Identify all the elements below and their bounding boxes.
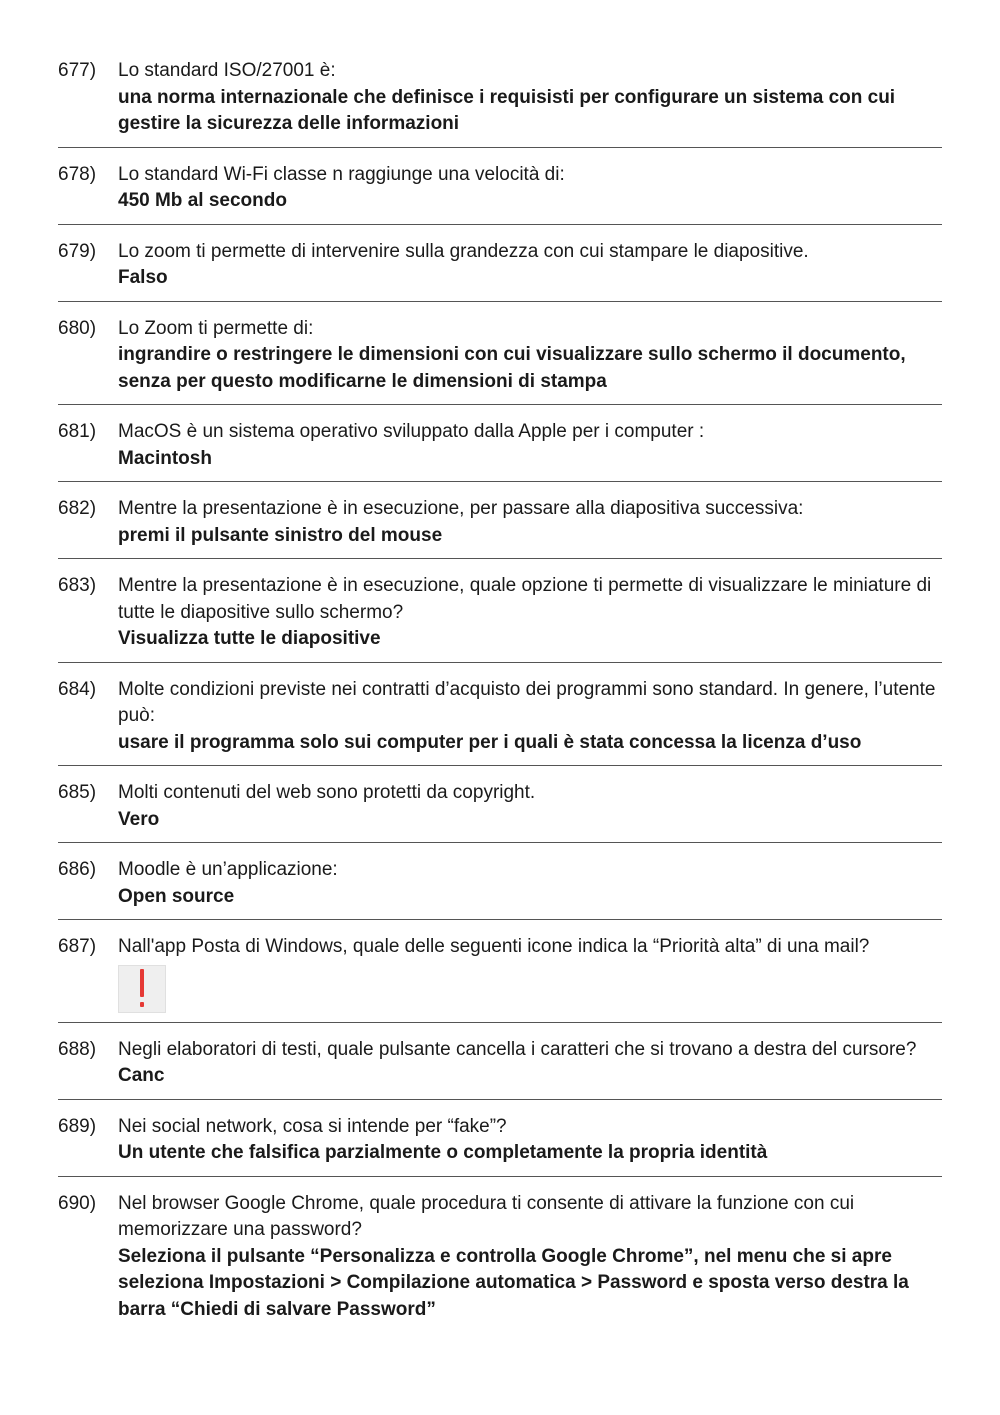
question-number: 677) (58, 60, 97, 81)
question-body (118, 573, 942, 653)
question-number: 680) (58, 317, 97, 339)
question-body (118, 1191, 942, 1324)
question-number: 689) (58, 1115, 97, 1137)
list-item (58, 492, 942, 559)
question-body (118, 677, 942, 757)
list-item (58, 930, 942, 1023)
question-number: 685) (58, 782, 97, 803)
question-body (118, 1037, 942, 1090)
question-text: Mentre la presentazione è in esecuzione, per passare alla diapositiva successiva: (118, 498, 804, 519)
question-body (118, 934, 942, 1013)
question-text: Molte condizioni previste nei contratti d’acquisto dei programmi sono standard. In genere, l’utente può: (118, 678, 936, 726)
question-text: Lo standard Wi-Fi classe n raggiunge una velocità di: (118, 163, 565, 185)
list-item (58, 1110, 942, 1177)
question-body (118, 857, 942, 910)
question-number: 684) (58, 678, 97, 700)
list-item (58, 1033, 942, 1100)
question-number: 681) (58, 421, 97, 442)
answer-text: ingrandire o restringere le dimensioni con cui visualizzare sullo schermo il documento, senza per questo modificarne le dimensioni di stampa (118, 344, 906, 392)
list-item (58, 158, 942, 225)
list-item (58, 415, 942, 482)
question-text: Nel browser Google Chrome, quale procedura ti consente di attivare la funzione con cui memorizzare una password? (118, 1192, 855, 1240)
question-text: Lo Zoom ti permette di: (118, 317, 314, 339)
high-priority-exclamation-icon (118, 965, 166, 1013)
question-body (118, 496, 942, 549)
answer-text: Macintosh (118, 447, 212, 469)
answer-text: premi il pulsante sinistro del mouse (118, 524, 443, 546)
question-body (118, 780, 942, 833)
question-number: 678) (58, 163, 97, 185)
list-item (58, 312, 942, 406)
question-number: 687) (58, 936, 97, 957)
question-list (58, 58, 942, 1332)
list-item (58, 1187, 942, 1333)
question-number: 683) (58, 575, 97, 596)
answer-text: Open source (118, 885, 235, 907)
question-number: 679) (58, 240, 97, 262)
question-text: Moodle è un’applicazione: (118, 859, 338, 880)
question-number: 690) (58, 1192, 97, 1214)
question-text: Negli elaboratori di testi, quale pulsante cancella i caratteri che si trovano a destra del cursore? (118, 1038, 917, 1060)
answer-text: una norma internazionale che definisce i requisisti per configurare un sistema con cui gestire la sicurezza delle informazioni (118, 86, 896, 134)
question-number: 688) (58, 1038, 97, 1060)
question-number: 682) (58, 498, 97, 519)
question-body (118, 239, 942, 292)
list-item (58, 235, 942, 302)
answer-text: Vero (118, 808, 160, 830)
list-item (58, 776, 942, 843)
answer-text: Canc (118, 1065, 165, 1086)
question-body (118, 419, 942, 472)
answer-text: Un utente che falsifica parzialmente o completamente la propria identità (118, 1142, 768, 1163)
question-text: Lo standard ISO/27001 è: (118, 60, 336, 81)
question-body (118, 162, 942, 215)
list-item (58, 58, 942, 148)
question-text: Mentre la presentazione è in esecuzione, quale opzione ti permette di visualizzare le miniature di tutte le diapositive sullo schermo? (118, 575, 932, 623)
question-text: Nei social network, cosa si intende per “fake”? (118, 1115, 507, 1137)
question-text: MacOS è un sistema operativo sviluppato dalla Apple per i computer : (118, 421, 705, 442)
question-body (118, 1114, 942, 1167)
question-body (118, 316, 942, 396)
list-item (58, 853, 942, 920)
question-number: 686) (58, 859, 97, 880)
list-item (58, 673, 942, 767)
answer-text: Visualizza tutte le diapositive (118, 628, 381, 649)
answer-text: Seleziona il pulsante “Personalizza e controlla Google Chrome”, nel menu che si apre seleziona Impostazioni > Compilazione automatica > Password e sposta verso destra la barra “Chiedi di salvare Password” (118, 1245, 909, 1320)
question-text: Molti contenuti del web sono protetti da copyright. (118, 782, 536, 803)
question-text: Lo zoom ti permette di intervenire sulla grandezza con cui stampare le diapositive. (118, 240, 809, 262)
question-text: Nall'app Posta di Windows, quale delle seguenti icone indica la “Priorità alta” di una mail? (118, 936, 870, 957)
answer-text: Falso (118, 267, 168, 288)
exclamation-glyph (135, 969, 149, 1009)
list-item (58, 569, 942, 663)
answer-text: 450 Mb al secondo (118, 190, 287, 211)
question-body (118, 58, 942, 138)
answer-text: usare il programma solo sui computer per i quali è stata concessa la licenza d’uso (118, 731, 862, 753)
